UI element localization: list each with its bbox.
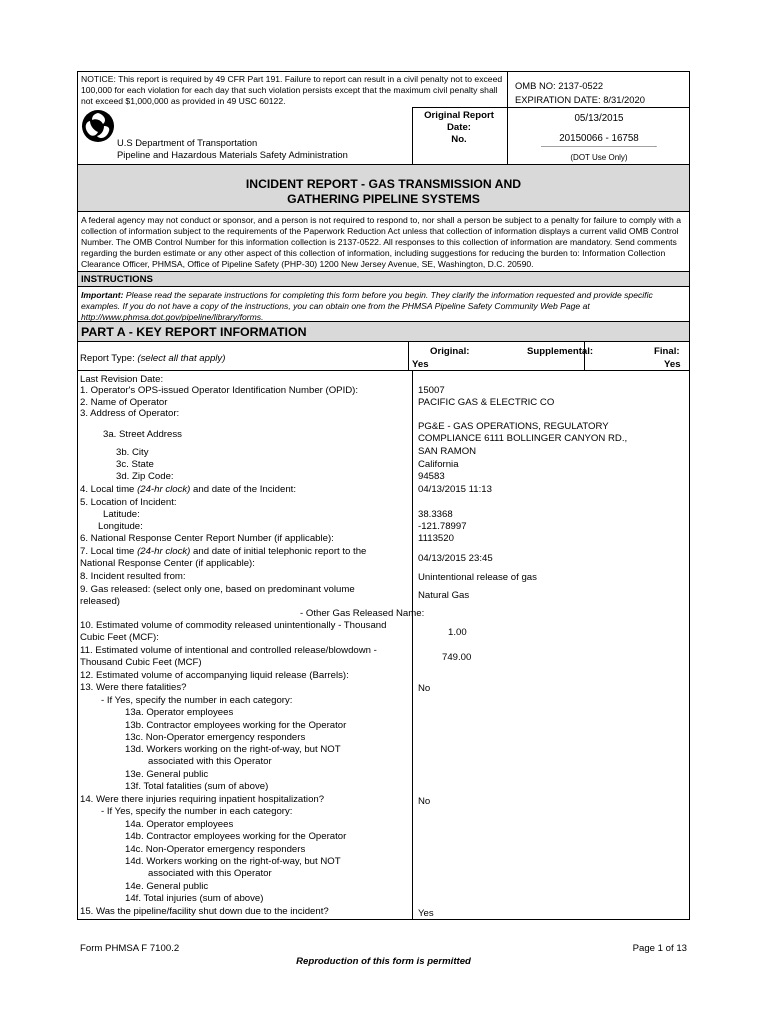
q9-label-2: released)	[80, 596, 120, 607]
city-value[interactable]: SAN RAMON	[418, 446, 477, 457]
expiration-date: EXPIRATION DATE: 8/31/2020	[515, 94, 645, 105]
q14a-label: 14a. Operator employees	[125, 819, 234, 830]
latitude-label: Latitude:	[103, 509, 140, 520]
nrc-time-value[interactable]: 04/13/2015 23:45	[418, 553, 493, 564]
q14c-label: 14c. Non-Operator emergency responders	[125, 844, 306, 855]
q14-if-label: - If Yes, specify the number in each category:	[101, 806, 293, 817]
q14d-label-2: associated with this Operator	[148, 868, 272, 879]
q8-label: 8. Incident resulted from:	[80, 571, 186, 582]
report-type-divider-v1	[408, 342, 409, 371]
footer-form-number: Form PHMSA F 7100.2	[80, 943, 180, 954]
header-divider-v	[507, 71, 508, 107]
q13e-label: 13e. General public	[125, 769, 209, 780]
original-report-date-label: Original Report Date:	[424, 110, 494, 133]
street-address-line-1[interactable]: PG&E - GAS OPERATIONS, REGULATORY	[418, 421, 609, 432]
important-text: Please read the separate instructions for completing this form before you begin. They clarify the information requested and provide specific examples. If you do not have a copy of the instructions, you can obtain one from the PHMSA Pipeline Safety Community Web Page at	[81, 290, 653, 311]
q12-label: 12. Estimated volume of accompanying liquid release (Barrels):	[80, 670, 349, 681]
q9-label-1: 9. Gas released: (select only one, based on predominant volume	[80, 584, 355, 595]
report-title-line-1: INCIDENT REPORT - GAS TRANSMISSION AND	[245, 177, 522, 191]
original-report-date: 05/13/2015	[574, 113, 624, 124]
q10-label-1: 10. Estimated volume of commodity released unintentionally - Thousand	[80, 620, 387, 631]
q14d-label-1: 14d. Workers working on the right-of-way, but NOT	[125, 856, 341, 867]
header-divider-v2	[412, 107, 413, 165]
instructions-heading: INSTRUCTIONS	[81, 274, 153, 285]
agency-line-2: Pipeline and Hazardous Materials Safety Administration	[117, 149, 348, 160]
agency-line-1: U.S Department of Transportation	[117, 137, 258, 148]
instructions-text: Important: Please read the separate instructions for completing this form before you begin. They clarify the information requested and provide specific examples. If you do not have a copy of the instructions, you can obtain one from the PHMSA Pipeline Safety Community Web Page at http://www.phmsa.dot.gov/pipeline/library/forms.	[81, 290, 653, 322]
longitude-value[interactable]: -121.78997	[418, 521, 467, 532]
q11-label-2: Thousand Cubic Feet (MCF)	[80, 657, 202, 668]
q13-label: 13. Were there fatalities?	[80, 682, 187, 693]
q13a-label: 13a. Operator employees	[125, 707, 234, 718]
q4-label: 4. Local time (24-hr clock) and date of the Incident:	[80, 484, 296, 495]
unintentional-volume-value[interactable]: 1.00	[448, 627, 467, 638]
gas-released-value[interactable]: Natural Gas	[418, 590, 470, 601]
q13-if-label: - If Yes, specify the number in each category:	[101, 695, 293, 706]
incident-time-value[interactable]: 04/13/2015 11:13	[418, 484, 492, 495]
intentional-volume-value[interactable]: 749.00	[442, 652, 472, 663]
q14-label: 14. Were there injuries requiring inpatient hospitalization?	[80, 794, 325, 805]
q14f-label: 14f. Total injuries (sum of above)	[125, 893, 264, 904]
dot-use-only: (DOT Use Only)	[570, 153, 628, 162]
q14e-label: 14e. General public	[125, 881, 209, 892]
q9-other-label: - Other Gas Released Name:	[300, 608, 425, 619]
q13f-label: 13f. Total fatalities (sum of above)	[125, 781, 269, 792]
q13d-label-2: associated with this Operator	[148, 756, 272, 767]
q11-label-1: 11. Estimated volume of intentional and controlled release/blowdown -	[80, 645, 377, 656]
latitude-value[interactable]: 38.3368	[418, 509, 453, 520]
q3b-label: 3b. City	[116, 447, 149, 458]
injuries-value[interactable]: No	[418, 796, 431, 807]
dot-logo	[81, 109, 115, 143]
incident-result-value[interactable]: Unintentional release of gas	[418, 572, 537, 583]
dot-dashes: ----------------------------------------------------------	[541, 144, 657, 150]
q2-label: 2. Name of Operator	[80, 397, 168, 408]
zip-value[interactable]: 94583	[418, 471, 445, 482]
q7-label-1: 7. Local time (24-hr clock) and date of initial telephonic report to the	[80, 546, 367, 557]
omb-number: OMB NO: 2137-0522	[515, 80, 604, 91]
q10-label-2: Cubic Feet (MCF):	[80, 632, 159, 643]
header-divider-h	[412, 107, 690, 108]
opid-value[interactable]: 15007	[418, 385, 445, 396]
q3c-label: 3c. State	[116, 459, 154, 470]
street-address-line-2[interactable]: COMPLIANCE 6111 BOLLINGER CANYON RD.,	[418, 433, 628, 444]
operator-name-value[interactable]: PACIFIC GAS & ELECTRIC CO	[418, 397, 555, 408]
notice-text: NOTICE: This report is required by 49 CFR Part 191. Failure to report can result in a civil penalty not to exceed 100,000 for each violation for each day that such violation persists except that the maximum civil penalty shall not exceed $1,000,000 as provided in 49 USC 60122.	[81, 74, 503, 106]
report-number-label: No.	[451, 134, 467, 145]
original-checkbox[interactable]: Yes	[412, 359, 429, 370]
supplemental-label: Supplemental:	[527, 346, 594, 357]
q1-label: 1. Operator's OPS-issued Operator Identification Number (OPID):	[80, 385, 359, 396]
q3d-label: 3d. Zip Code:	[116, 471, 174, 482]
q14b-label: 14b. Contractor employees working for the Operator	[125, 831, 347, 842]
pipeline-forms-link[interactable]: http://www.phmsa.dot.gov/pipeline/library/forms	[81, 312, 262, 322]
part-a-heading: PART A - KEY REPORT INFORMATION	[81, 325, 307, 339]
final-label: Final:	[654, 346, 680, 357]
footer-reproduction: Reproduction of this form is permitted	[296, 956, 471, 967]
q13c-label: 13c. Non-Operator emergency responders	[125, 732, 306, 743]
longitude-label: Longitude:	[98, 521, 143, 532]
q15-label: 15. Was the pipeline/facility shut down due to the incident?	[80, 906, 329, 917]
state-value[interactable]: California	[418, 459, 459, 470]
q3a-label: 3a. Street Address	[103, 429, 182, 440]
final-checkbox[interactable]: Yes	[664, 359, 681, 370]
q3-label: 3. Address of Operator:	[80, 408, 180, 419]
q13d-label-1: 13d. Workers working on the right-of-way, but NOT	[125, 744, 341, 755]
instructions-head-box	[77, 272, 690, 287]
report-type-label: Report Type: (select all that apply)	[80, 353, 226, 364]
important-label: Important:	[81, 290, 124, 300]
last-revision-label: Last Revision Date:	[80, 374, 164, 385]
footer-page-number: Page 1 of 13	[632, 943, 687, 954]
nrc-number-value[interactable]: 1113520	[418, 533, 454, 544]
q7-label-2: National Response Center (if applicable):	[80, 558, 255, 569]
questions-divider	[412, 371, 413, 920]
q5-label: 5. Location of Incident:	[80, 497, 177, 508]
burden-statement: A federal agency may not conduct or sponsor, and a person is not required to respond to, nor shall a person be subject to a penalty for failure to comply with a collection of information subject to the requirements of the Paperwork Reduction Act unless that collection of information displays a current valid OMB Control Number. The OMB Control Number for this information collection is 2137-0522. All responses to this collection of information are mandatory. Send comments regarding the burden estimate or any other aspect of this collection of information, including suggestions for reducing the burden to: Information Collection Clearance Officer, PHMSA, Office of Pipeline Safety (PHP-30) 1200 New Jersey Avenue, SE, Washington, D.C. 20590.	[81, 215, 682, 269]
q13b-label: 13b. Contractor employees working for the Operator	[125, 720, 347, 731]
shutdown-value[interactable]: Yes	[418, 908, 434, 919]
original-label: Original:	[430, 346, 470, 357]
fatalities-value[interactable]: No	[418, 683, 431, 694]
report-title-line-2: GATHERING PIPELINE SYSTEMS	[287, 192, 480, 206]
q6-label: 6. National Response Center Report Number (if applicable):	[80, 533, 334, 544]
report-number: 20150066 - 16758	[559, 133, 639, 144]
header-divider-v3	[507, 107, 508, 165]
